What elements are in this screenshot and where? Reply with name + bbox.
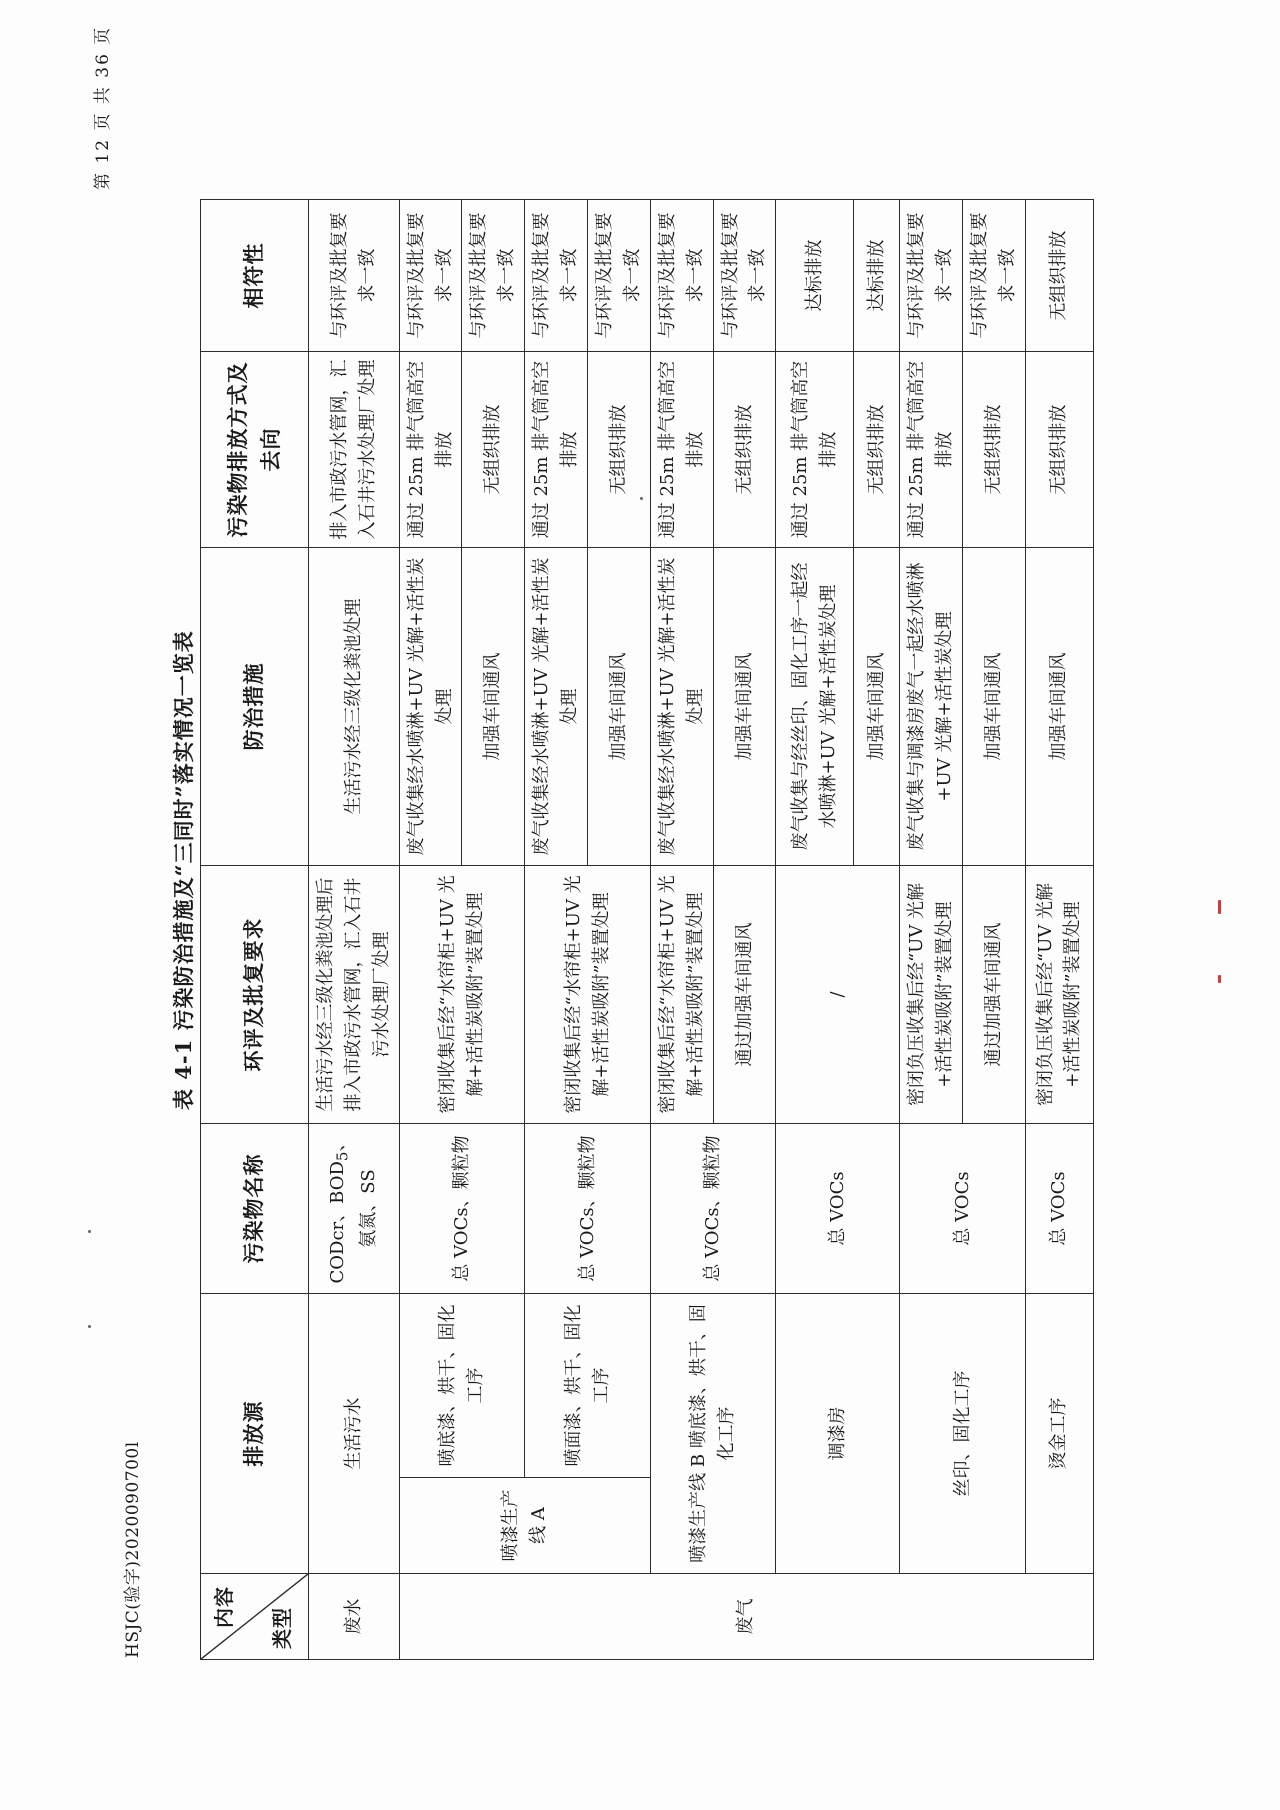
- discharge-cell: 无组织排放: [1025, 352, 1093, 548]
- discharge-cell: 通过 25m 排气筒高空排放: [776, 352, 854, 548]
- table-title: 表 4-1 污染防治措施及“三同时”落实情况一览表: [171, 630, 196, 1110]
- requirement-cell: 通过加强车间通风: [713, 866, 776, 1124]
- discharge-cell: 无组织排放: [713, 352, 776, 548]
- type-wastewater: 废水: [309, 1574, 400, 1660]
- conformity-cell: 与环评及批复要求一致: [900, 200, 963, 352]
- discharge-cell: 无组织排放: [588, 352, 651, 548]
- source-cell: 喷面漆、烘干、固化工序: [525, 1294, 651, 1478]
- conformity-cell: 与环评及批复要求一致: [963, 200, 1026, 352]
- header-requirement: 环评及批复要求: [201, 866, 309, 1124]
- conformity-cell: 无组织排放: [1025, 200, 1093, 352]
- source-cell: 喷漆生产线 B 喷底漆、烘干、固化工序: [650, 1294, 776, 1574]
- requirement-cell: 通过加强车间通风: [963, 866, 1026, 1124]
- discharge-cell: 排入市政污水管网，汇入石井污水处理厂处理: [309, 352, 400, 548]
- requirement-cell: /: [776, 866, 900, 1124]
- measure-cell: 加强车间通风: [462, 548, 525, 866]
- pollutant-cell: 总 VOCs: [1025, 1124, 1093, 1294]
- discharge-cell: 通过 25m 排气筒高空排放: [650, 352, 713, 548]
- source-cell: 喷底漆、烘干、固化工序: [399, 1294, 525, 1478]
- table-row: [650, 200, 713, 1660]
- measure-cell: 废气收集经水喷淋+UV 光解+活性炭处理: [399, 548, 462, 866]
- table-row: [776, 200, 854, 1660]
- conformity-cell: 与环评及批复要求一致: [309, 200, 400, 352]
- pollutant-cell: CODcr、$BOD_5$、氨氮、SS: [309, 1124, 400, 1294]
- requirement-cell: 密闭收集后经“水帘柜+UV 光解+活性炭吸附”装置处理: [650, 866, 713, 1124]
- requirement-cell: 生活污水经三级化粪池处理后排入市政污水管网，汇入石井污水处理厂处理: [309, 866, 400, 1124]
- pollution-control-table: [200, 199, 1094, 1660]
- pollutant-cell: 总 VOCs: [776, 1124, 900, 1294]
- table-row: [399, 200, 462, 1660]
- conformity-cell: 与环评及批复要求一致: [588, 200, 651, 352]
- header-row: [201, 200, 309, 1660]
- measure-cell: 加强车间通风: [963, 548, 1026, 866]
- source-cell: 调漆房: [776, 1294, 900, 1574]
- header-measure: 防治措施: [201, 548, 309, 866]
- measure-cell: 加强车间通风: [588, 548, 651, 866]
- conformity-cell: 与环评及批复要求一致: [650, 200, 713, 352]
- measure-cell: 加强车间通风: [1025, 548, 1093, 866]
- requirement-cell: 密闭收集后经“水帘柜+UV 光解+活性炭吸附”装置处理: [525, 866, 651, 1124]
- discharge-cell: 通过 25m 排气筒高空排放: [900, 352, 963, 548]
- conformity-cell: 达标排放: [854, 200, 900, 352]
- requirement-cell: 密闭收集后经“水帘柜+UV 光解+活性炭吸附”装置处理: [399, 866, 525, 1124]
- source-cell: 烫金工序: [1025, 1294, 1093, 1574]
- table-row: [309, 200, 400, 1660]
- header-discharge: 污染物排放方式及去向: [201, 352, 309, 548]
- measure-cell: 加强车间通风: [713, 548, 776, 866]
- conformity-cell: 达标排放: [776, 200, 854, 352]
- pollutant-cell: 总 VOCs: [900, 1124, 1026, 1294]
- table-row: [525, 200, 588, 1660]
- pollutant-cell: 总 VOCs、颗粒物: [525, 1124, 651, 1294]
- header-source: 排放源: [201, 1294, 309, 1574]
- measure-cell: 废气收集与经丝印、固化工序一起经水喷淋+UV 光解+活性炭处理: [776, 548, 854, 866]
- conformity-cell: 与环评及批复要求一致: [713, 200, 776, 352]
- conformity-cell: 与环评及批复要求一致: [462, 200, 525, 352]
- corner-header-cell: [201, 1574, 309, 1660]
- pollutant-cell: 总 VOCs、颗粒物: [650, 1124, 776, 1294]
- measure-cell: 生活污水经三级化粪池处理: [309, 548, 400, 866]
- discharge-cell: 无组织排放: [854, 352, 900, 548]
- conformity-cell: 与环评及批复要求一致: [399, 200, 462, 352]
- table-row: [1025, 200, 1093, 1660]
- discharge-cell: 通过 25m 排气筒高空排放: [525, 352, 588, 548]
- document-id: HSJC(验字)2020090700l: [123, 1441, 143, 1658]
- source-cell: 丝印、固化工序: [900, 1294, 1026, 1574]
- discharge-cell: 无组织排放: [963, 352, 1026, 548]
- discharge-cell: 通过 25m 排气筒高空排放: [399, 352, 462, 548]
- table-row: [900, 200, 963, 1660]
- discharge-cell: 无组织排放: [462, 352, 525, 548]
- source-cell: 生活污水: [309, 1294, 400, 1574]
- corner-type-label: 类型: [270, 1607, 294, 1649]
- corner-content-label: 内容: [212, 1586, 236, 1628]
- measure-cell: 废气收集与调漆房废气一起经水喷淋+UV 光解+活性炭处理: [900, 548, 963, 866]
- requirement-cell: 密闭负压收集后经“UV 光解+活性炭吸附”装置处理: [900, 866, 963, 1124]
- pollutant-cell: 总 VOCs、颗粒物: [399, 1124, 525, 1294]
- measure-cell: 废气收集经水喷淋+UV 光解+活性炭处理: [525, 548, 588, 866]
- measure-cell: 废气收集经水喷淋+UV 光解+活性炭处理: [650, 548, 713, 866]
- header-pollutant: 污染物名称: [201, 1124, 309, 1294]
- conformity-cell: 与环评及批复要求一致: [525, 200, 588, 352]
- header-conformity: 相符性: [201, 200, 309, 352]
- measure-cell: 加强车间通风: [854, 548, 900, 866]
- requirement-cell: 密闭负压收集后经“UV 光解+活性炭吸附”装置处理: [1025, 866, 1093, 1124]
- type-waste-gas: 废气: [399, 1574, 1093, 1660]
- line-a-cell: 喷漆生产线 A: [399, 1478, 650, 1574]
- page-number: 第 12 页 共 36 页: [93, 25, 113, 190]
